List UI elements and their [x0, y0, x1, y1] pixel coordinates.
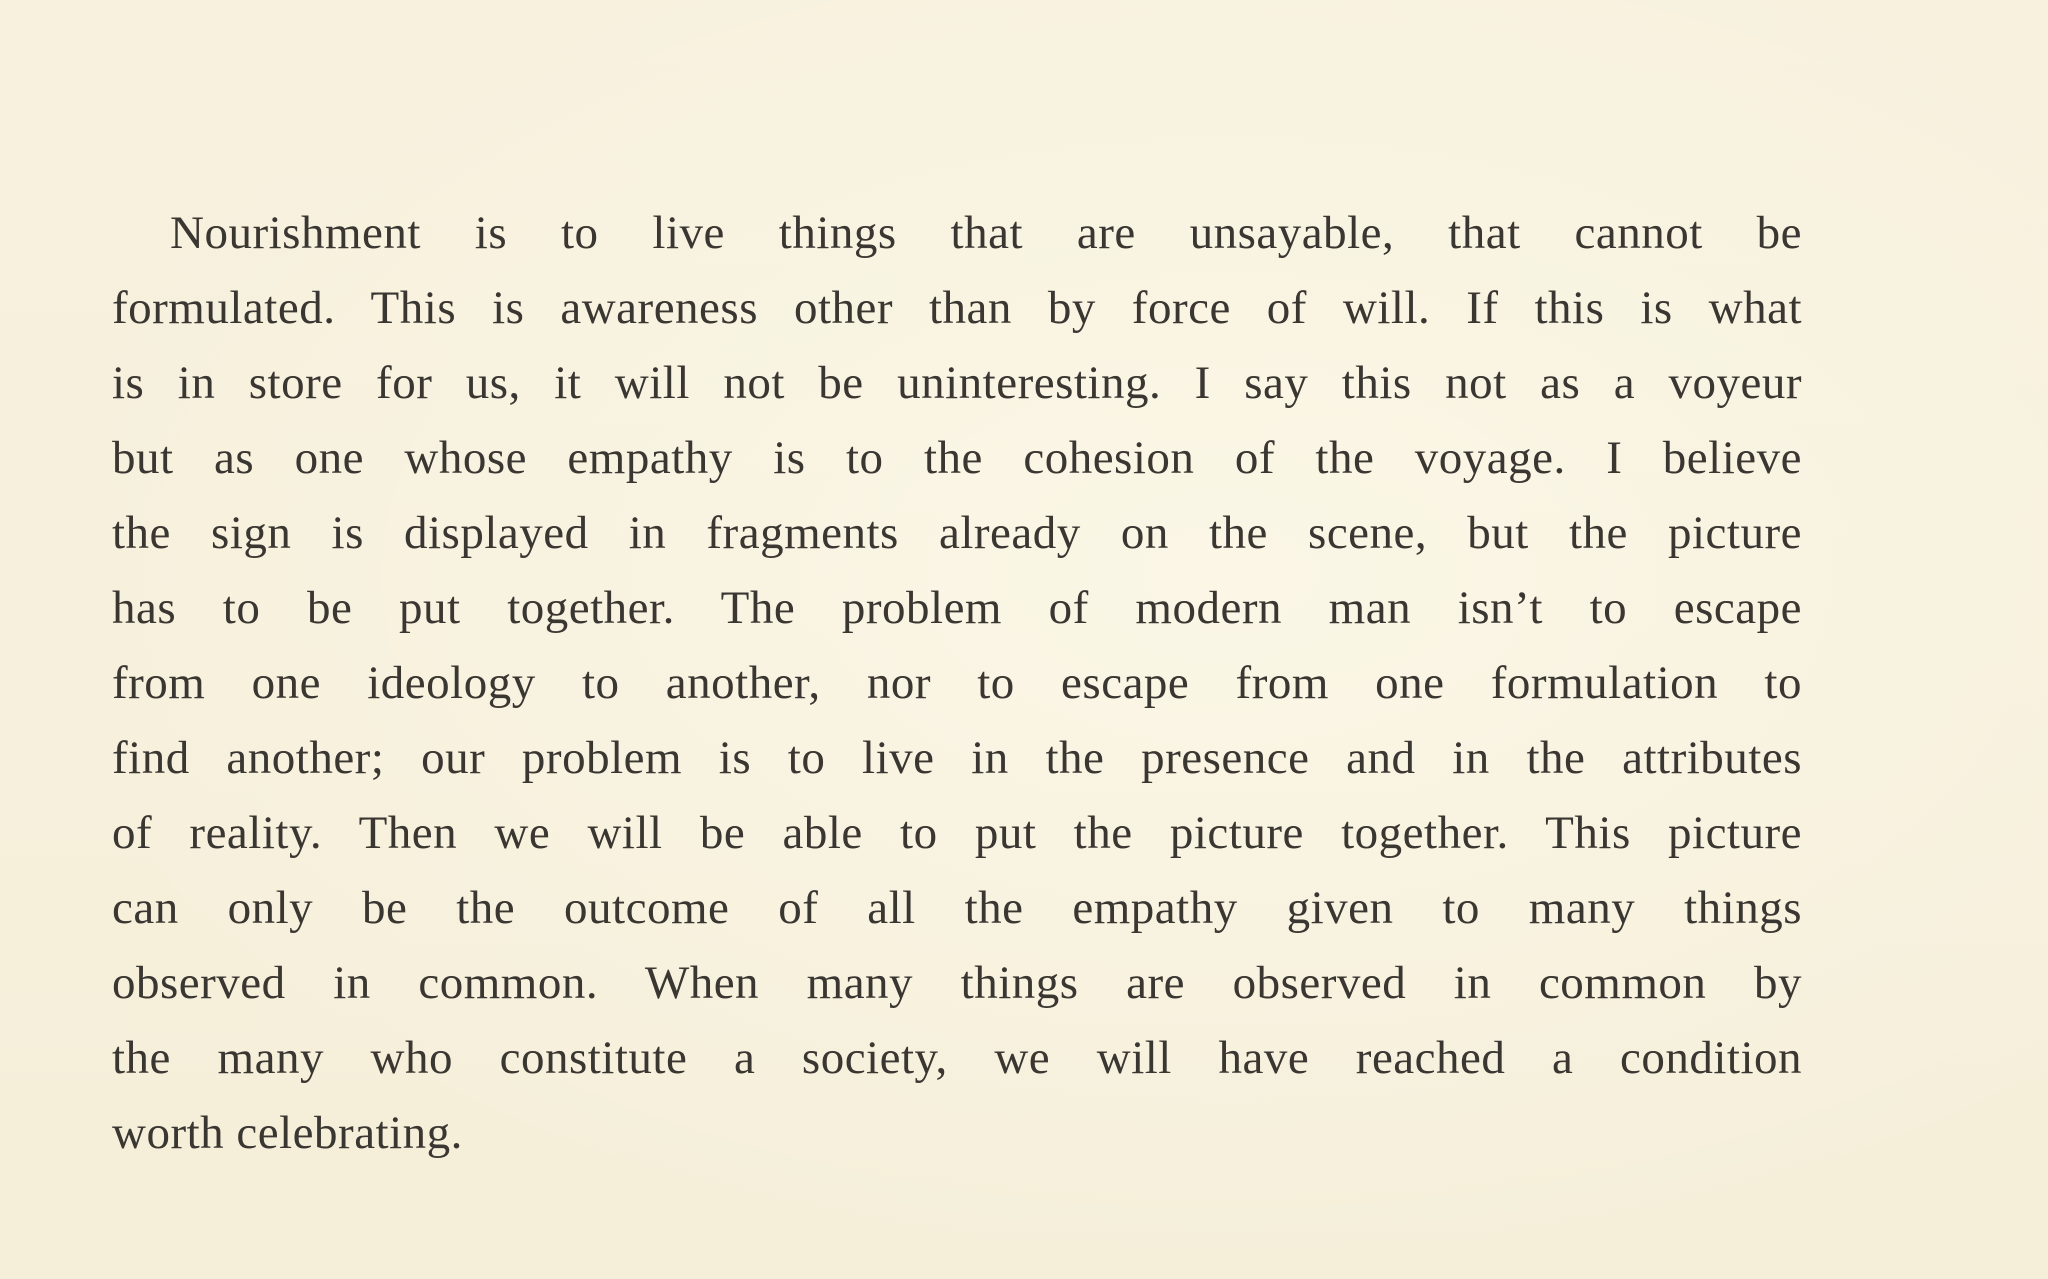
paragraph-line-11: observed in common. When many things are observed in common by [112, 957, 1802, 1009]
paragraph-line-3: is in store for us, it will not be uninteresting. I say this not as a voyeur [112, 357, 1802, 409]
paragraph-line-4: but as one whose empathy is to the cohesion of the voyage. I believe [112, 432, 1802, 484]
paragraph-line-2: formulated. This is awareness other than by force of will. If this is what [112, 282, 1802, 334]
paragraph-line-1: Nourishment is to live things that are unsayable, that cannot be [170, 207, 1802, 259]
paragraph-line-7: from one ideology to another, nor to escape from one formulation to [112, 657, 1802, 709]
paragraph-line-6: has to be put together. The problem of modern man isn’t to escape [112, 582, 1802, 634]
paragraph-line-9: of reality. Then we will be able to put the picture together. This picture [112, 807, 1802, 859]
paragraph-line-13: worth celebrating. [112, 1107, 463, 1159]
paragraph-line-12: the many who constitute a society, we will have reached a condition [112, 1032, 1802, 1084]
paragraph-line-8: find another; our problem is to live in the presence and in the attributes [112, 732, 1802, 784]
body-paragraph [112, 196, 1802, 1171]
paragraph-line-10: can only be the outcome of all the empathy given to many things [112, 882, 1802, 934]
paragraph-line-5: the sign is displayed in fragments already on the scene, but the picture [112, 507, 1802, 559]
